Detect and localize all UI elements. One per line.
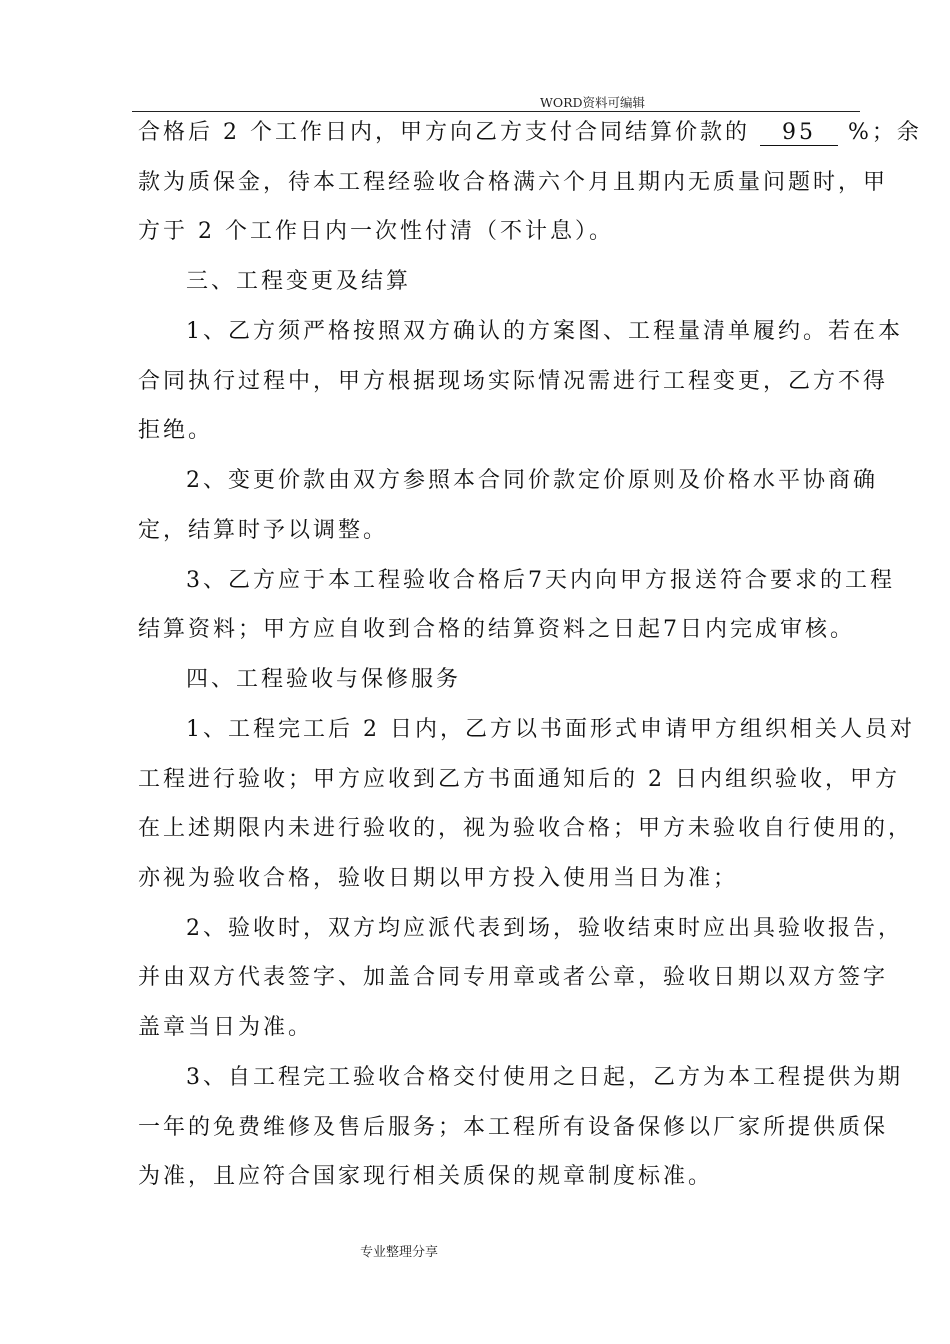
payment-text: 合格后 2 个工作日内，甲方向乙方支付合同结算价款的 (138, 120, 750, 145)
body-line: 拒绝。 (138, 418, 214, 443)
payment-percent-blank: 95 (760, 121, 838, 146)
body-line: 1、工程完工后 2 日内，乙方以书面形式申请甲方组织相关人员对 (186, 717, 915, 742)
page-footer: 专业整理分享 (360, 1245, 439, 1260)
body-line: 3、乙方应于本工程验收合格后7天内向甲方报送符合要求的工程 (186, 568, 895, 593)
body-line: 并由双方代表签字、加盖合同专用章或者公章，验收日期以双方签字 (138, 965, 889, 990)
body-line: 2、变更价款由双方参照本合同价款定价原则及价格水平协商确 (186, 468, 878, 493)
body-line: 结算资料；甲方应自收到合格的结算资料之日起7日内完成审核。 (138, 617, 855, 642)
body-line: 款为质保金，待本工程经验收合格满六个月且期内无质量问题时，甲 (138, 170, 889, 195)
body-line: 工程进行验收；甲方应收到乙方书面通知后的 2 日内组织验收，甲方 (138, 767, 900, 792)
body-line: 方于 2 个工作日内一次性付清（不计息）。 (138, 219, 614, 244)
body-line: 在上述期限内未进行验收的，视为验收合格；甲方未验收自行使用的， (138, 816, 914, 841)
body-line: 一年的免费维修及售后服务；本工程所有设备保修以厂家所提供质保 (138, 1115, 889, 1140)
body-line (138, 118, 922, 148)
page-header: WORD资料可编辑 (540, 95, 646, 110)
section-heading-3: 三、工程变更及结算 (186, 269, 412, 294)
body-line: 3、自工程完工验收合格交付使用之日起，乙方为本工程提供为期 (186, 1065, 903, 1090)
header-divider (132, 111, 860, 112)
body-line: 合同执行过程中，甲方根据现场实际情况需进行工程变更，乙方不得 (138, 369, 889, 394)
body-line: 亦视为验收合格，验收日期以甲方投入使用当日为准； (138, 866, 739, 891)
body-line: 1、乙方须严格按照双方确认的方案图、工程量清单履约。若在本 (186, 319, 903, 344)
section-heading-4: 四、工程验收与保修服务 (186, 667, 462, 692)
body-line: 为准，且应符合国家现行相关质保的规章制度标准。 (138, 1164, 714, 1189)
body-line: 盖章当日为准。 (138, 1015, 314, 1040)
body-line: 定，结算时予以调整。 (138, 518, 389, 543)
body-line: 2、验收时，双方均应派代表到场，验收结束时应出具验收报告， (186, 916, 903, 941)
payment-text-after: %；余 (848, 120, 922, 145)
